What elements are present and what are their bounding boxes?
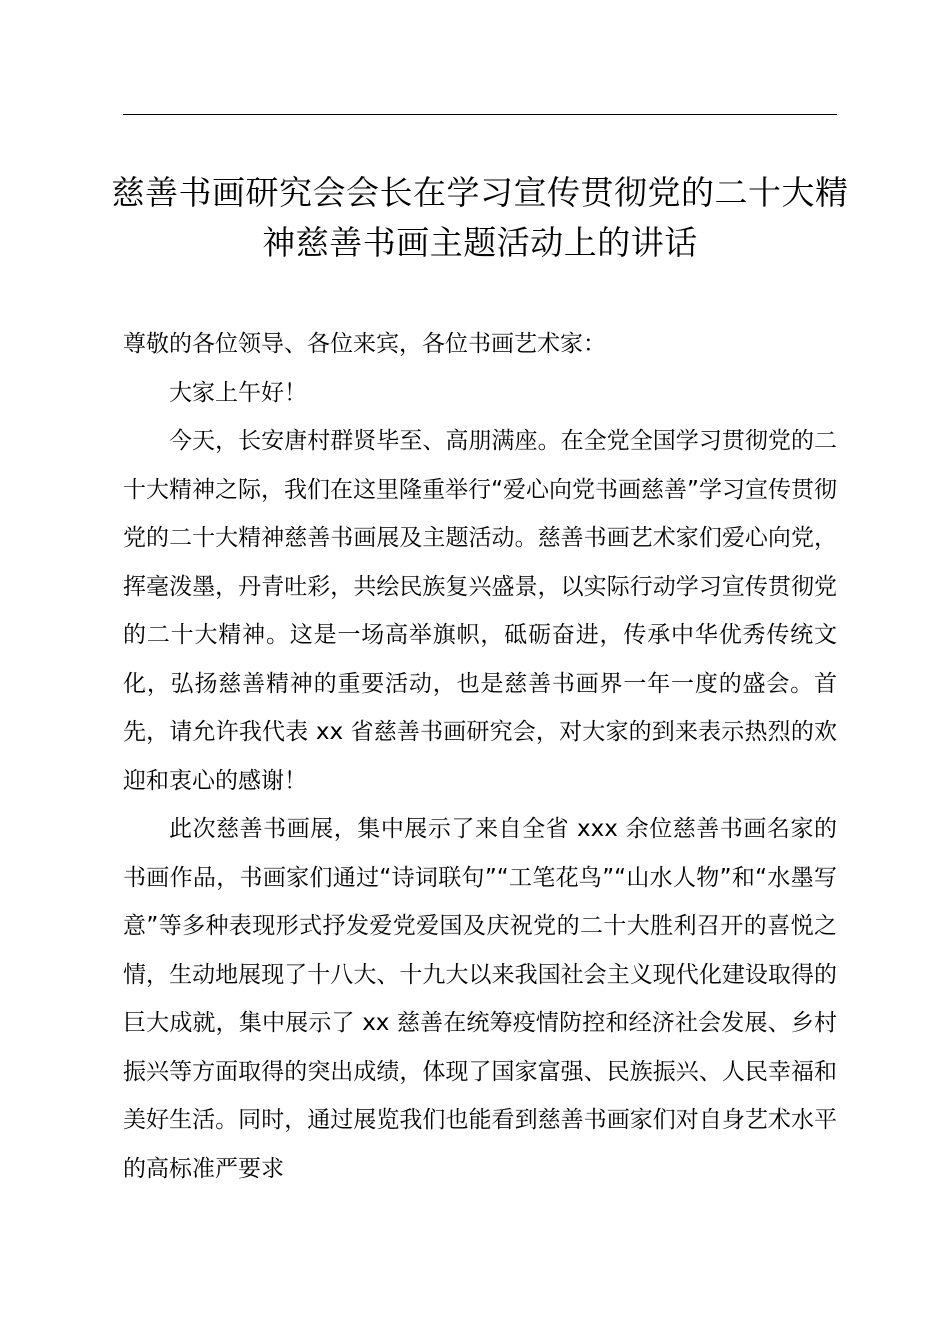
greeting: 大家上午好！	[169, 379, 307, 406]
document-body	[123, 320, 837, 1193]
salutation: 尊敬的各位领导、各位来宾，各位书画艺术家：	[123, 331, 606, 357]
document-title: 慈善书画研究会会长在学习宣传贯彻党的二十大精神慈善书画主题活动上的讲话	[111, 173, 849, 262]
body-paragraph: 今天，长安唐村群贤毕至、高朋满座。在全党全国学习贯彻党的二十大精神之际，我们在这里隆重举行“爱心向党书画慈善”学习宣传贯彻党的二十大精神慈善书画展及主题活动。慈善书画艺术家们爱心向党，挥毫泼墨，丹青吐彩，共绘民族复兴盛景，以实际行动学习宣传贯彻党的二十大精神。这是一场高举旗帜，砥砺奋进，传承中华优秀传统文化，弘扬慈善精神的重要活动，也是慈善书画界一年一度的盛会。首先，请允许我代表 xx 省慈善书画研究会，对大家的到来表示热烈的欢迎和衷心的感谢！	[123, 428, 837, 794]
body-paragraph: 此次慈善书画展，集中展示了来自全省 xxx 余位慈善书画名家的书画作品，书画家们通过“诗词联句”“工笔花鸟”“山水人物”和“水墨写意”等多种表现形式抒发爱党爱国及庆祝党的二十大胜利召开的喜悦之情，生动地展现了十八大、十九大以来我国社会主义现代化建设取得的巨大成就，集中展示了 xx 慈善在统筹疫情防控和经济社会发展、乡村振兴等方面取得的突出成绩，体现了国家富强、民族振兴、人民幸福和美好生活。同时，通过展览我们也能看到慈善书画家们对自身艺术水平的高标准严要求	[123, 816, 837, 1182]
header-rule	[123, 114, 837, 115]
